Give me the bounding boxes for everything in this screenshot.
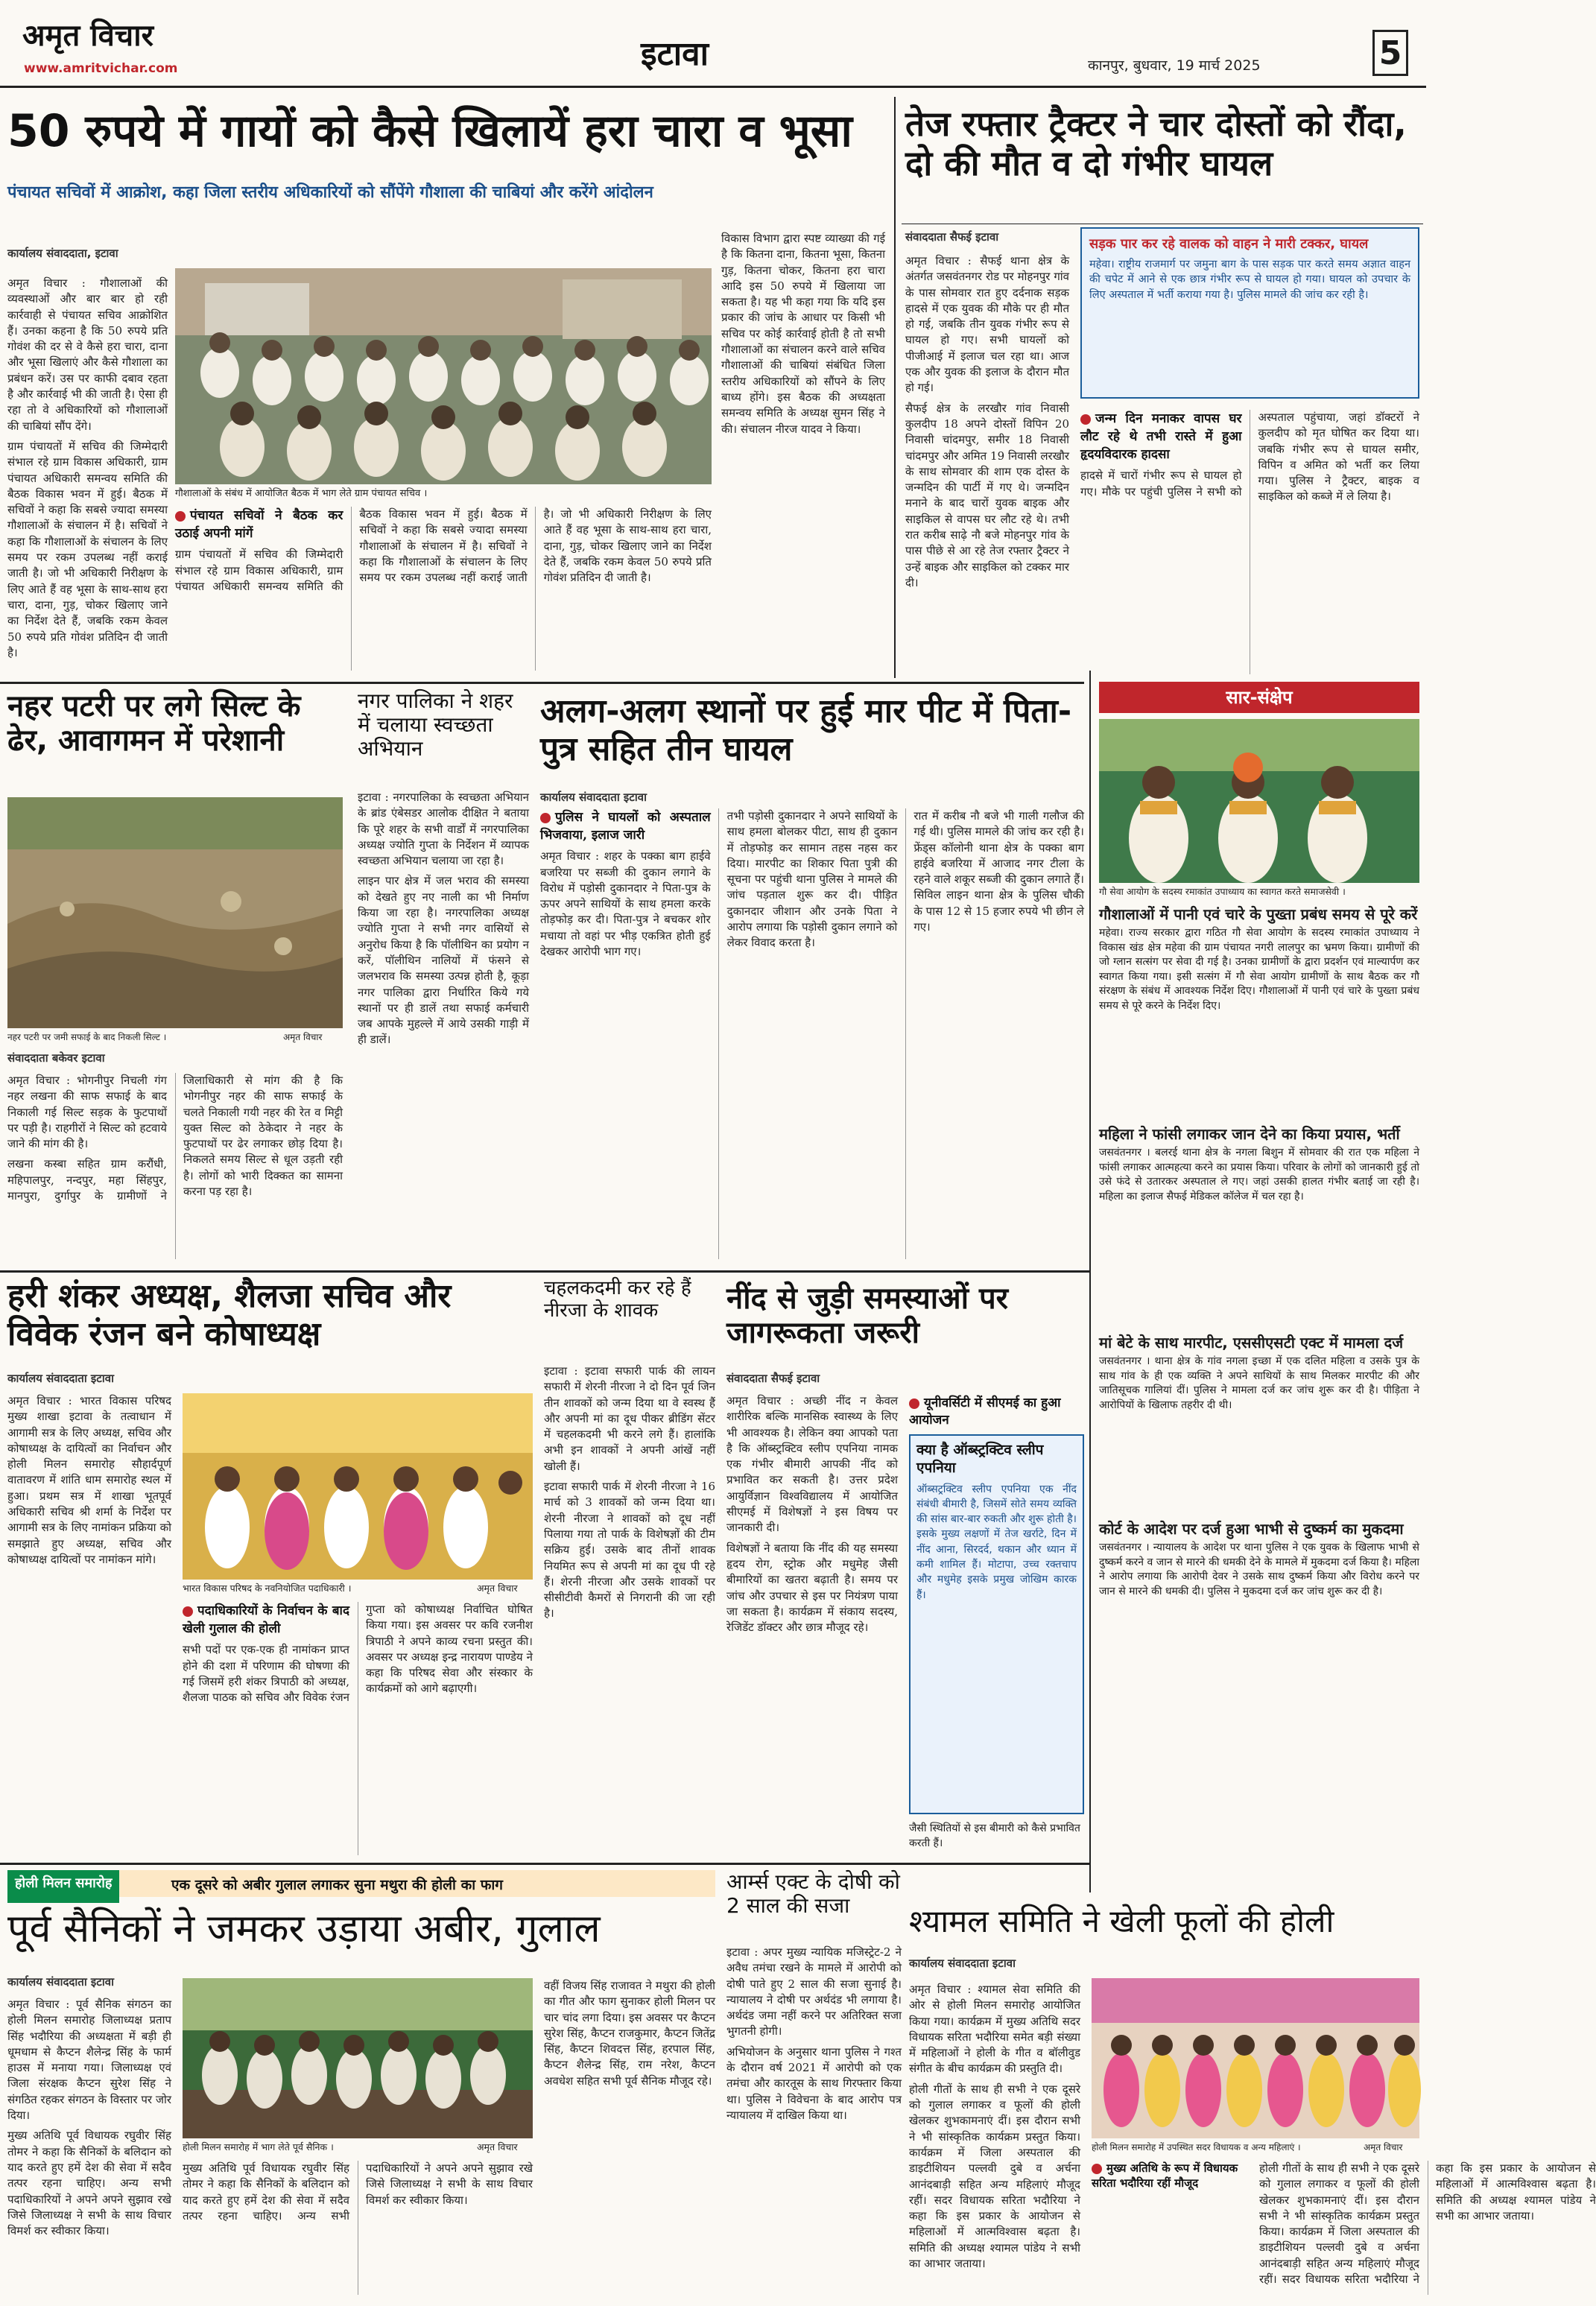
story11-body-left xyxy=(909,1982,1080,2295)
story6-photo-caption: भारत विकास परिषद के नवनियोजित पदाधिकारी । xyxy=(183,1583,352,1594)
story9-para: अभियोजन के अनुसार थाना पुलिस ने गश्त के दौरान वर्ष 2021 में आरोपी को एक तमंचा और कारतूस के साथ गिरफ्तार किया था। पुलिस ने विवेचना के बाद आरोप पत्र न्यायालय में दाखिल किया था। xyxy=(726,2044,902,2122)
story10-headline: पूर्व सैनिकों ने जमकर उड़ाया अबीर, गुलाल xyxy=(7,1907,601,1951)
story6-para: सभी पदों पर एक-एक ही नामांकन प्राप्त होने की दशा में परिणाम की घोषणा की गई जिसमें हरी शंकर त्रिपाठी को अध्यक्ष, शैलजा पाठक को सचिव और विवेक रंजन गुप्ता को कोषाध्यक्ष निर्वाचित घोषित किया गया। इस अवसर पर कवि रजनीश त्रिपाठी ने अपने काव्य रचना प्रस्तुत की। अवसर पर अध्यक्ष इन्द्र नारायण पाण्डेय ने कहा कि परिषद सेवा और संस्कार के कार्यक्रमों को आगे बढ़ाएगी। xyxy=(183,1603,533,1705)
story2-byline: संवाददाता सैफई इटावा xyxy=(905,230,999,244)
story9-body xyxy=(726,1945,902,2295)
infobox-text: ऑब्सट्रक्टिव स्लीप एपनिया एक नींद संबंधी बीमारी है, जिसमें सोते समय व्यक्ति की सांस बार-बार रुकती और शुरू होती है। इसके मुख्य लक्षणों में तेज खर्राटे, दिन में नींद आना, सिरदर्द, थकान और ध्यान में कमी शामिल हैं। मोटापा, उच्च रक्तचाप और मधुमेह इसके प्रमुख जोखिम कारक हैं। xyxy=(916,1483,1077,1601)
story4-headline: नगर पालिका ने शहर में चलाया स्वच्छता अभियान xyxy=(358,688,513,761)
story8-infobox xyxy=(909,1434,1084,1814)
story10-photo xyxy=(183,1978,533,2138)
story2-para: सैफई क्षेत्र के लरखौर गांव निवासी कुलदीप 18 अपने दोस्तों विपिन 20 निवासी चांदमपुर, समीर 18 निवासी चांदमपुर और अमित 19 निवासी लरखौर के साथ सोमवार की शाम एक दोस्त के जन्मदिन की पार्टी में गए थे। जन्मदिन मनाने के बाद चारों युवक बाइक और साइकिल से वापस घर लौट रहे थे। तभी रात करीब साढ़े नौ बजे मोहनपुर गांव के पास पीछे से आ रहे तेज रफ्तार ट्रैक्टर ने उन्हें बाइक और साइकिल को टक्कर मार दी। xyxy=(905,401,1069,589)
story11-kicker-text: मुख्य अतिथि के रूप में विधायक सरिता भदौरिया रहीं मौजूद xyxy=(1092,2161,1238,2190)
story6-para: अमृत विचार : भारत विकास परिषद मुख्य शाखा इटावा के तत्वाधान में आगामी सत्र के लिए अध्यक्ष, सचिव और कोषाध्यक्ष के दायित्वों का निर्वाचन और होली मिलन समारोह सौहार्दपूर्ण वातावरण में शांति धाम समारोह स्थल में हुआ। प्रथम सत्र में शाखा भूतपूर्व अधिकारी सचिव श्री शर्मा के निर्देश पर आगामी सत्र के लिए नामांकन प्रक्रिया को समझाते हुए अध्यक्ष, सचिव और कोषाध्यक्ष दायित्वों पर नामांकन मांगे। xyxy=(7,1394,171,1566)
story1-para: विकास विभाग द्वारा स्पष्ट व्याख्या की गई है कि कितना दाना, कितना भूसा, कितना गुड़, कितना चोकर, कितना हरा चारा आदि इस 50 रुपये में खिलाया जा सकता है। यह भी कहा गया कि यदि इस प्रकार की जांच के आधार पर किसी भी सचिव पर कोई कार्रवाई होती है तो सभी गौशालाओं का संचालन करने वाले सचिव गौशालाओं की चाबियां संबंधित जिला स्तरीय अधिकारियों को सौंपने के लिए बाध्य होंगे। इस बैठक की अध्यक्षता समन्वय समिति के अध्यक्ष सुमन सिंह ने की। संचालन नीरज यादव ने किया। xyxy=(721,232,885,436)
meeting-photo xyxy=(175,268,712,484)
story1-para: अमृत विचार : गौशालाओं की व्यवस्थाओं और बार बार हो रही कार्रवाही से पंचायत सचिव आक्रोशित हैं। उनका कहना है कि 50 रुपये प्रति गोवंश की दर से वे कैसे हरा चारा, दाना और भूसा खिलाएं और कैसे गौशाला का प्रबंधन करें। उस पर काफी दबाव रहता है और कार्रवाई भी की जाती है। ऐसा ही रहा तो वे अधिकारियों को गौशालाओं की चाबियां सौंप देंगे। xyxy=(7,276,168,433)
parishad-photo xyxy=(183,1393,533,1580)
story11-byline: कार्यालय संवाददाता इटावा xyxy=(909,1957,1016,1970)
story2-para: हादसे में चारों गंभीर रूप से घायल हो गए। मौके पर पहुंची पुलिस ने सभी को अस्पताल पहुंचाया, जहां डॉक्टरों ने कुलदीप को मृत घोषित कर दिया था। जबकि गंभीर रूप से घायल समीर, विपिन व अमित को भर्ती कर लिया गया। पुलिस ने ट्रैक्टर, बाइक व साइकिल को कब्जे में ले लिया है। xyxy=(1080,411,1419,504)
story2-headline: तेज रफ्तार ट्रैक्टर ने चार दोस्तों को रौंदा, दो की मौत व दो गंभीर घायल xyxy=(905,104,1407,183)
story10-para: मुख्य अतिथि पूर्व विधायक रघुवीर सिंह तोमर ने कहा कि सैनिकों के बलिदान को याद करते हुए हमें देश की सेवा में सदैव तत्पर रहना चाहिए। अन्य सभी पदाधिकारियों ने अपने अपने सुझाव रखे जिसे जिलाध्यक्ष ने सभी के साथ विचार विमर्श कर स्वीकार किया। xyxy=(183,2161,533,2223)
sar-item-title: गौशालाओं में पानी एवं चारे के पुख्ता प्रबंध समय से पूरे करें xyxy=(1099,905,1418,923)
story3-headline: नहर पटरी पर लगे सिल्ट के ढेर, आवागमन में परेशानी xyxy=(7,689,301,758)
story8-kicker-text: यूनीवर्सिटी में सीएमई का हुआ आयोजन xyxy=(909,1396,1061,1428)
story5-kicker-text: पुलिस ने घायलों को अस्पताल भिजवाया, इलाज जारी xyxy=(540,810,711,843)
sar-sankshep-header xyxy=(1099,682,1419,713)
story11-headline: श्यामल समिति ने खेली फूलों की होली xyxy=(909,1903,1334,1939)
story9-headline: आर्म्स एक्ट के दोषी को 2 साल की सजा xyxy=(726,1869,900,1919)
sar-item xyxy=(1099,1125,1419,1204)
story2-body-left xyxy=(905,253,1069,678)
masthead-url[interactable]: www.amritvichar.com xyxy=(24,61,178,76)
story11-para: होली गीतों के साथ ही सभी ने एक दूसरे को गुलाल लगाकर व फूलों की होली खेलकर शुभकामनाएं दीं। इस दौरान सभी ने भी सांस्कृतिक कार्यक्रम प्रस्तुत किया। कार्यक्रम में जिला अस्पताल की डाइटीशियन पल्लवी दुबे व अर्चना आनंदबाड़ी सहित अन्य महिलाएं मौजूद रहीं। सदर विधायक सरिता भदौरिया ने कहा कि इस प्रकार के आयोजन से महिलाओं में आत्मविश्वास बढ़ता है। समिति की अध्यक्ष श्यामल पांडेय ने सभी का आभार जताया। xyxy=(1259,2161,1596,2287)
story5-para: तभी पड़ोसी दुकानदार ने अपने साथियों के साथ हमला बोलकर पीटा, साथ ही दुकान में तोड़फोड़ कर सामान तहस नहस कर दिया। मारपीट का शिकार पिता पुत्री की सूचना पर पहुंची थाना पुलिस ने मामले की जांच पड़ताल शुरू कर दी। पीड़ित दुकानदार जीशान और उनके पिता ने आरोप लगाया कि पड़ोसी दुकान लगाने को लेकर विवाद करता है। xyxy=(726,809,898,950)
story10-body-left xyxy=(7,1997,171,2295)
sar-sankshep-photo-caption: गौ सेवा आयोग के सदस्य रमाकांत उपाध्याय का स्वागत करते समाजसेवी । xyxy=(1099,886,1346,897)
story3-byline: संवाददाता बकेवर इटावा xyxy=(7,1051,105,1065)
story6-kicker-text: पदाधिकारियों के निर्वाचन के बाद खेली गुलाल की होली xyxy=(183,1603,349,1637)
story2-body-right xyxy=(1080,410,1419,674)
story5-body xyxy=(540,808,1084,1259)
story5-para: अमृत विचार : शहर के पक्का बाग हाईवे बजरिया पर सब्जी की दुकान लगाने के विरोध में पड़ोसी दुकानदार ने पिता-पुत्र के ऊपर अपने साथियों के साथ हमला करके तोड़फोड़ कर दी। पिता-पुत्र ने बचकर शोर मचाया तो वहां पर भीड़ एकत्रित होती हुई देखकर आरोपी भाग गए। xyxy=(540,849,711,959)
story5-para: रात में करीब नौ बजे भी गाली गलौज की गई थी। पुलिस मामले की जांच कर रही है। फ्रेंड्स कॉलोनी थाना क्षेत्र के पक्का बाग हाईवे बजरिया में आजाद नगर टीला के रहने वाले शकूर सब्जी की दुकान लगाते हैं। सिविल लाइन थाना क्षेत्र के पुलिस चौकी के पास 12 से 15 हजार रुपये भी छीन ले गए। xyxy=(913,809,1084,934)
holi-banner xyxy=(7,1870,715,1897)
story10-para: वहीं विजय सिंह राजावत ने मथुरा की होली का गीत और फाग सुनाकर होली मिलन पर चार चांद लगा दिया। इस अवसर पर कैप्टन सुरेश सिंह, कैप्टन राजकुमार, कैप्टन जितेंद्र सिंह, कैप्टन शिवदत्त सिंह, हरपाल सिंह, कैप्टन शैलेन्द्र सिंह, राम नरेश, कैप्टन अवधेश सहित सभी पूर्व सैनिक मौजूद रहे। xyxy=(544,1979,715,2088)
masthead-logo: अमृत विचार xyxy=(22,18,153,53)
story4-body xyxy=(358,790,529,1259)
story11-kicker xyxy=(1092,2161,1252,2191)
bullet-icon xyxy=(1092,2164,1102,2174)
story11-photo-caption: होली मिलन समारोह में उपस्थित सदर विधायक व अन्य महिलाएं । xyxy=(1092,2142,1301,2153)
sar-item xyxy=(1099,1520,1419,1599)
bullet-icon xyxy=(1080,414,1091,425)
story3-credit: अमृत विचार xyxy=(283,1032,323,1042)
story8-headline: नींद से जुड़ी समस्याओं पर जागरूकता जरूरी xyxy=(726,1282,1009,1350)
story1-photo xyxy=(175,268,712,484)
story10-para: मुख्य अतिथि पूर्व विधायक रघुवीर सिंह तोमर ने कहा कि सैनिकों के बलिदान को याद करते हुए हमें देश की सेवा में सदैव तत्पर रहना चाहिए। अन्य सभी पदाधिकारियों ने अपने अपने सुझाव रखे जिसे जिलाध्यक्ष ने सभी के साथ विचार विमर्श कर स्वीकार किया। xyxy=(7,2129,171,2238)
section-title: इटावा xyxy=(641,35,709,73)
story2-kicker xyxy=(1080,410,1242,463)
story1-body-left xyxy=(7,276,168,663)
sar-item xyxy=(1099,1334,1419,1413)
story2-kicker-text: जन्म दिन मनाकर वापस घर लौट रहे थे तभी रास्ते में हुआ हृदयविदारक हादसा xyxy=(1080,411,1242,463)
sainik-photo xyxy=(183,1978,533,2138)
silt-photo xyxy=(7,797,343,1028)
story1-para: ग्राम पंचायतों में सचिव की जिम्मेदारी संभाल रहे ग्राम विकास अधिकारी, ग्राम पंचायत अधिकारी समन्वय समिति की बैठक विकास भवन में हुई। बैठक में सचिवों ने कहा कि सबसे ज्यादा समस्या गौशालाओं के संचालन में है। सचिवों ने कहा कि गौशालाओं के संचालन के लिए समय पर रकम उपलब्ध नहीं कराई जाती है। जो भी अधिकारी निरीक्षण के लिए आते हैं वह भूसा के साथ-साथ हरा चारा, दाना, गुड़, चोकर खिलाए जाने का निर्देश देते हैं, जबकि रकम केवल 50 रुपये प्रति गोवंश प्रतिदिन दी जाती है। xyxy=(7,439,168,659)
story7-para: इटावा : इटावा सफारी पार्क की लायन सफारी में शेरनी नीरजा ने दो दिन पूर्व जिन तीन शावकों को जन्म दिया था वे स्वस्थ हैं और अपनी मां का दूध पीकर ब्रीडिंग सेंटर में चहलकदमी भी करने लगे हैं। हालांकि अभी इन शावकों ने अपनी आंखें नहीं खोली हैं। xyxy=(544,1364,715,1473)
banner-tag: होली मिलन समारोह xyxy=(7,1870,119,1903)
story6-headline: हरी शंकर अध्यक्ष, शैलजा सचिव और विवेक रंजन बने कोषाध्यक्ष xyxy=(7,1277,452,1353)
story4-para: इटावा : नगरपालिका के स्वच्छता अभियान के ब्रांड एंबेसडर आलोक दीक्षित ने बताया कि पूरे शहर के सभी वार्डों में नगरपालिका अध्यक्ष ज्योति गुप्ता के निर्देशन में व्यापक स्वच्छता अभियान चलाया जा रहा है। xyxy=(358,791,529,868)
story11-credit: अमृत विचार xyxy=(1364,2142,1403,2153)
story3-para: लखना कस्बा सहित ग्राम करौंधी, महिपालपुर, नन्दपुर, महा सिंहपुर, मानपुरा, दुर्गापुर के ग्रामीणों ने जिलाधिकारी से मांग की है कि भोगनीपुर नहर की साफ सफाई के चलते निकाली गयी नहर की रेत व मिट्टी युक्त सिल्ट को ठेकेदार ने नहर के फुटपाथों पर ढेर लगाकर छोड़ दिया है। निकलते समय सिल्ट से धूल उड़ती रही है। लोगों को भारी दिक्कत का सामना करना पड़ रहा है। xyxy=(7,1074,343,1203)
welcome-photo xyxy=(1099,719,1419,883)
infobox-title: क्या है ऑब्स्ट्रक्टिव स्लीप एपनिया xyxy=(916,1442,1044,1476)
story1-kicker xyxy=(175,507,343,542)
story8-box-footer: जैसी स्थितियों से इस बीमारी को कैसे प्रभावित करती हैं। xyxy=(909,1822,1080,1849)
story8-body xyxy=(726,1393,898,1855)
story6-credit: अमृत विचार xyxy=(477,1583,518,1594)
sar-item-title: मां बेटे के साथ मारपीट, एससीएसटी एक्ट में मामला दर्ज xyxy=(1099,1334,1404,1352)
story10-body-mid xyxy=(183,2161,533,2295)
story1-photo-caption: गौशालाओं के संबंध में आयोजित बैठक में भाग लेते ग्राम पंचायत सचिव । xyxy=(175,488,428,499)
story7-body xyxy=(544,1363,715,1855)
story1-byline: कार्यालय संवाददाता, इटावा xyxy=(7,247,118,260)
bullet-icon xyxy=(183,1606,193,1617)
sar-item xyxy=(1099,905,1419,1014)
story10-para: अमृत विचार : पूर्व सैनिक संगठन का होली मिलन समारोह जिलाध्यक्ष प्रताप सिंह भदौरिया की अध्यक्षता में बड़ी ही धूमधाम से कैप्टन शैलेन्द्र सिंह के फार्म हाउस में मनाया गया। जिलाध्यक्ष एवं जिला संरक्षक कैप्टन सुरेश सिंह ने संगठित रहकर संगठन के विस्तार पर जोर दिया। xyxy=(7,1998,171,2123)
story6-body-right xyxy=(183,1602,533,1855)
bullet-icon xyxy=(540,813,551,823)
story6-kicker xyxy=(183,1602,349,1638)
story1-body-mid xyxy=(175,507,712,671)
story5-byline: कार्यालय संवाददाता इटावा xyxy=(540,791,647,804)
sar-item-text: महेवा। राज्य सरकार द्वारा गठित गौ सेवा आयोग के सदस्य रमाकांत उपाध्याय ने विकास खंड क्षेत्र महेवा की ग्राम पंचायत नगरी लालपुर का भ्रमण किया। ग्रामीणों की जो ग्लान सत्संग पर सेवा दी गई है। उनका ग्रामीणों के द्वारा प्रदर्शन एवं माल्यार्पण कर स्वागत किया गया। इसी सत्संग में गौ सेवा आयोग ग्रामीणों के साथ बैठक कर गौ संरक्षण के संबंध में आवश्यक निर्देश दिए। गौशालाओं में पानी एवं चारे के पुख्ता प्रबंध समय से पूरे करने के निर्देश दिए। xyxy=(1099,927,1419,1012)
sidebox-title: सड़क पार कर रहे वालक को वाहन ने मारी टक्कर, घायल xyxy=(1089,236,1369,252)
sar-item-text: जसवंतनगर । थाना क्षेत्र के गांव नगला इच्छा में एक दलित महिला व उसके पुत्र के साथ गांव के ही एक व्यक्ति ने अपने साथियों के साथ मिलकर मारपीट की और जातिसूचक गालियां दीं। पुलिस ने मामला दर्ज कर जांच शुरू कर दी है। पीड़िता ने आरोपियों के खिलाफ तहरीर दी थी। xyxy=(1099,1355,1419,1411)
story8-para: विशेषज्ञों ने बताया कि नींद की यह समस्या हृदय रोग, स्ट्रोक और मधुमेह जैसी बीमारियों का खतरा बढ़ाती है। समय पर जांच और उपचार से इस पर नियंत्रण पाया जा सकता है। कार्यक्रम में संकाय सदस्य, रेजिडेंट डॉक्टर और छात्र मौजूद रहे। xyxy=(726,1541,898,1635)
page-number-box xyxy=(1372,30,1408,76)
story5-headline: अलग-अलग स्थानों पर हुई मार पीट में पिता-पुत्र सहित तीन घायल xyxy=(540,692,1072,768)
story11-photo xyxy=(1092,1978,1419,2138)
story1-kicker-text: पंचायत सचिवों ने बैठक कर उठाई अपनी मांगें xyxy=(175,508,343,542)
story6-photo xyxy=(183,1393,533,1580)
story1-body-right xyxy=(721,231,885,671)
sar-item-text: जसवंतनगर । न्यायालय के आदेश पर थाना पुलिस ने एक युवक के खिलाफ भाभी से दुष्कर्म करने व जान से मारने की धमकी देने के मामले में मुकदमा दर्ज किया है। महिला ने आरोप लगाया कि आरोपी देवर ने उसके साथ दुष्कर्म किया और विरोध करने पर जान से मारने की धमकी दी। पुलिस ने मुकदमा दर्ज कर जांच शुरू कर दी है। xyxy=(1099,1542,1419,1597)
sar-item-text: जसवंतनगर । बलरई थाना क्षेत्र के नगला बिशुन में सोमवार की रात एक महिला ने फांसी लगाकर आत्महत्या करने का प्रयास किया। परिवार के लोगों को जानकारी हुई तो उसे फंदे से उतारकर अस्पताल ले गए। जहां उसकी हालत गंभीर बताई जा रही है। महिला का इलाज सैफई मेडिकल कॉलेज में चल रहा है। xyxy=(1099,1147,1419,1203)
story10-photo-caption: होली मिलन समारोह में भाग लेते पूर्व सैनिक । xyxy=(183,2141,334,2153)
story3-photo-caption: नहर पटरी पर जमी सफाई के बाद निकली सिल्ट । xyxy=(7,1032,167,1042)
bullet-icon xyxy=(175,511,186,522)
story4-para: लाइन पार क्षेत्र में जल भराव की समस्या को देखते हुए नए नाली का भी निर्माण किया जा रहा है। नगरपालिका अध्यक्ष ज्योति गुप्ता ने सभी नगर वासियों से अनुरोध किया है कि पॉलीथिन का प्रयोग न करें, पॉलीथिन नालियों में फंसने से जलभराव कि समस्या उत्पन्न होती है, कूड़ा नगर पालिका द्वारा निर्धारित किये गये स्थानों पर ही डालें तथा सफाई कर्मचारी जब आपके मुहल्ले में आये उसकी गाड़ी में ही डालें। xyxy=(358,874,529,1047)
story1-subhead: पंचायत सचिवों में आक्रोश, कहा जिला स्तरीय अधिकारियों को सौंपेंगे गौशाला की चाबियां और करेंगे आंदोलन xyxy=(7,183,653,202)
story10-byline: कार्यालय संवाददाता इटावा xyxy=(7,1975,114,1989)
dateline: कानपुर, बुधवार, 19 मार्च 2025 xyxy=(1088,57,1261,74)
masthead xyxy=(0,0,1426,88)
sidebox-text: महेवा। राष्ट्रीय राजमार्ग पर जमुना बाग के पास सड़क पार करते समय अज्ञात वाहन की चपेट में आने से एक छात्र गंभीर रूप से घायल हो गया। घायल को उपचार के लिए अस्पताल में भर्ती कराया गया है। पुलिस मामले की जांच कर रही है। xyxy=(1089,259,1410,301)
story2-para: अमृत विचार : सैफई थाना क्षेत्र के अंतर्गत जसवंतनगर रोड पर मोहनपुर गांव के पास सोमवार रात हुए दर्दनाक सड़क हादसे में एक युवक की मौके पर ही मौत हो गई, जबकि तीन युवक गंभीर रूप से घायल हो गए। सभी घायलों को पीजीआई में इलाज चल रहा था। आज एक और युवक की इलाज के दौरान मौत हो गई। xyxy=(905,254,1069,395)
story1-para: ग्राम पंचायतों में सचिव की जिम्मेदारी संभाल रहे ग्राम विकास अधिकारी, ग्राम पंचायत अधिकारी समन्वय समिति की बैठक विकास भवन में हुई। बैठक में सचिवों ने कहा कि सबसे ज्यादा समस्या गौशालाओं के संचालन में है। सचिवों ने कहा कि गौशालाओं के संचालन के लिए समय पर रकम उपलब्ध नहीं कराई जाती है। जो भी अधिकारी निरीक्षण के लिए आते हैं वह भूसा के साथ-साथ हरा चारा, दाना, गुड़, चोकर खिलाए जाने का निर्देश देते हैं, जबकि रकम केवल 50 रुपये प्रति गोवंश प्रतिदिन दी जाती है। xyxy=(175,507,712,593)
page-number: 5 xyxy=(1378,34,1402,72)
bullet-icon xyxy=(909,1399,919,1409)
story11-para: अमृत विचार : श्यामल सेवा समिति की ओर से होली मिलन समारोह आयोजित किया गया। कार्यक्रम में मुख्य अतिथि सदर विधायक सरिता भदौरिया समेत बड़ी संख्या में महिलाओं ने होली के गीत व बॉलीवुड संगीत के बीच कार्यक्रम की प्रस्तुति दी। xyxy=(909,1983,1080,2076)
sar-sankshep-title: सार-संक्षेप xyxy=(1226,687,1293,708)
story2-sidebox xyxy=(1080,227,1419,399)
story3-body xyxy=(7,1073,343,1259)
story1-headline: 50 रुपये में गायों को कैसे खिलायें हरा चारा व भूसा xyxy=(7,105,852,157)
sar-item-title: महिला ने फांसी लगाकर जान देने का किया प्रयास, भर्ती xyxy=(1099,1125,1400,1143)
story5-kicker xyxy=(540,808,711,844)
story7-headline: चहलकदमी कर रहे हैं नीरजा के शावक xyxy=(544,1277,691,1322)
sar-sankshep-photo xyxy=(1099,719,1419,883)
banner-text: एक दूसरे को अबीर गुलाल लगाकर सुना मथुरा की होली का फाग xyxy=(171,1877,503,1893)
story7-para: इटावा सफारी पार्क में शेरनी नीरजा ने 16 मार्च को 3 शावकों को जन्म दिया था। शेरनी नीरजा ने शावकों को दूध नहीं पिलाया गया तो पार्क के विशेषज्ञों की टीम सक्रिय हुई। उसके बाद तीनों शावक नियमित रूप से अपनी मां का दूध पी रहे हैं। शेरनी नीरजा और उसके शावकों पर सीसीटीवी कैमरों से निगरानी की जा रही है। xyxy=(544,1480,715,1621)
story6-body-left xyxy=(7,1393,171,1855)
story8-byline: संवाददाता सैफई इटावा xyxy=(726,1372,820,1385)
story10-body-right xyxy=(544,1978,715,2295)
story6-byline: कार्यालय संवाददाता इटावा xyxy=(7,1372,114,1385)
story11-para: होली गीतों के साथ ही सभी ने एक दूसरे को गुलाल लगाकर व फूलों की होली खेलकर शुभकामनाएं दीं। इस दौरान सभी ने भी सांस्कृतिक कार्यक्रम प्रस्तुत किया। कार्यक्रम में जिला अस्पताल की डाइटीशियन पल्लवी दुबे व अर्चना आनंदबाड़ी सहित अन्य महिलाएं मौजूद रहीं। सदर विधायक सरिता भदौरिया ने कहा कि इस प्रकार के आयोजन से महिलाओं में आत्मविश्वास बढ़ता है। समिति की अध्यक्ष श्यामल पांडेय ने सभी का आभार जताया। xyxy=(909,2082,1080,2271)
story8-para: अमृत विचार : अच्छी नींद न केवल शारीरिक बल्कि मानसिक स्वास्थ्य के लिए भी आवश्यक है। लेकिन क्या आपको पता है कि ऑब्स्ट्रक्टिव स्लीप एपनिया नामक एक गंभीर बीमारी आपकी नींद को प्रभावित कर सकती है। उत्तर प्रदेश आयुर्विज्ञान विश्वविद्यालय में आयोजित सीएमई में विशेषज्ञों ने इस विषय पर जानकारी दी। xyxy=(726,1394,898,1535)
story3-photo xyxy=(7,797,343,1028)
story10-credit: अमृत विचार xyxy=(477,2141,518,2153)
story9-para: इटावा : अपर मुख्य न्यायिक मजिस्ट्रेट-2 ने अवैध तमंचा रखने के मामले में आरोपी को दोषी पाते हुए 2 साल की सजा सुनाई है। न्यायालय ने दोषी पर अर्थदंड भी लगाया है। अर्थदंड जमा नहीं करने पर अतिरिक्त सजा भुगतनी होगी। xyxy=(726,1945,902,2039)
story3-para: अमृत विचार : भोगनीपुर निचली गंग नहर लखना की साफ सफाई के बाद निकाली गई सिल्ट सड़क के फुटपाथों पर पड़ी है। राहगीरों ने सिल्ट को हटवाये जाने की मांग की है। xyxy=(7,1074,167,1151)
holi-women-photo xyxy=(1092,1978,1419,2138)
story8-kicker xyxy=(909,1393,1084,1428)
story11-body-right xyxy=(1259,2161,1596,2295)
sar-item-title: कोर्ट के आदेश पर दर्ज हुआ भाभी से दुष्कर्म का मुकदमा xyxy=(1099,1520,1404,1538)
